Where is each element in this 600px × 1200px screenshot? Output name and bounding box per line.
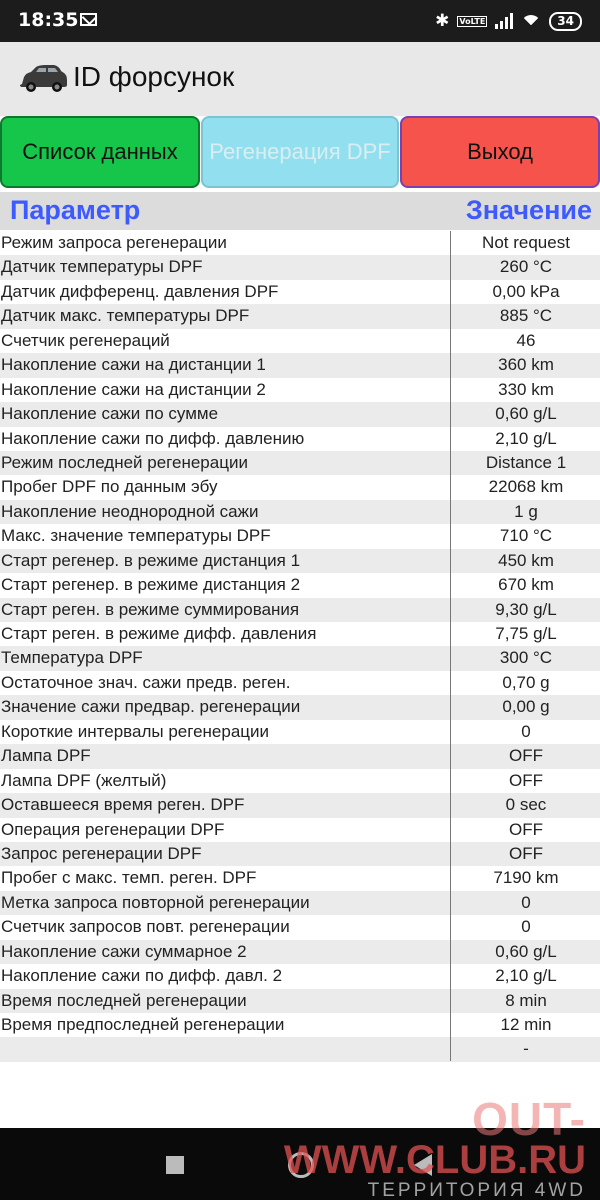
data-list-button[interactable]: Список данных bbox=[0, 116, 200, 188]
parameter-value: 0,00 kPa bbox=[492, 281, 560, 301]
parameter-value: 710 °C bbox=[499, 526, 553, 546]
table-row[interactable] bbox=[0, 1037, 600, 1061]
parameter-name: Режим последней регенерации bbox=[1, 452, 248, 472]
parameter-name: Остаточное знач. сажи предв. реген. bbox=[1, 672, 291, 692]
parameter-name: Счетчик запросов повт. регенерации bbox=[1, 917, 290, 937]
parameter-value: 670 km bbox=[498, 575, 554, 595]
app-bar bbox=[0, 42, 600, 116]
mail-icon bbox=[80, 13, 97, 26]
table-row[interactable] bbox=[0, 573, 600, 597]
table-row[interactable] bbox=[0, 940, 600, 964]
table-row[interactable] bbox=[0, 353, 600, 377]
parameter-value: 885 °C bbox=[499, 306, 553, 326]
parameter-name: Время последней регенерации bbox=[1, 990, 247, 1010]
home-icon[interactable] bbox=[288, 1152, 314, 1178]
back-icon[interactable] bbox=[414, 1154, 432, 1176]
table-header bbox=[0, 192, 600, 230]
parameter-value: 7190 km bbox=[493, 868, 559, 888]
table-row[interactable] bbox=[0, 622, 600, 646]
parameter-value: 260 °C bbox=[499, 257, 553, 277]
table-row[interactable] bbox=[0, 378, 600, 402]
recent-apps-icon[interactable] bbox=[166, 1156, 184, 1174]
parameter-name: Значение сажи предвар. регенерации bbox=[1, 697, 301, 717]
parameter-name: Датчик дифференц. давления DPF bbox=[1, 281, 279, 301]
table-row[interactable] bbox=[0, 280, 600, 304]
watermark-line-3: ТЕРРИТОРИЯ 4WD bbox=[367, 1180, 586, 1200]
status-icons bbox=[435, 9, 582, 33]
parameter-value: 0,60 g/L bbox=[495, 404, 557, 424]
parameter-value: Distance 1 bbox=[485, 452, 567, 472]
parameter-value: 0,70 g bbox=[502, 672, 550, 692]
table-row[interactable] bbox=[0, 793, 600, 817]
parameter-value: OFF bbox=[509, 819, 543, 839]
parameter-name: Пробег DPF по данным эбу bbox=[1, 477, 218, 497]
status-time: 18:35 bbox=[18, 9, 79, 31]
table-row[interactable] bbox=[0, 451, 600, 475]
parameter-value: 0 bbox=[521, 892, 531, 912]
parameter-value: 7,75 g/L bbox=[495, 624, 557, 643]
parameter-value: 0 sec bbox=[505, 795, 547, 815]
table-row[interactable] bbox=[0, 500, 600, 524]
parameter-value: 8 min bbox=[505, 990, 547, 1010]
parameter-name: Время предпоследней регенерации bbox=[1, 1015, 285, 1034]
status-bar bbox=[0, 0, 600, 42]
parameter-value: OFF bbox=[509, 770, 543, 790]
parameter-name: Накопление сажи на дистанции 2 bbox=[1, 379, 266, 399]
parameter-name: Накопление сажи по сумме bbox=[1, 404, 219, 424]
dpf-regeneration-button[interactable]: Регенерация DPF bbox=[201, 116, 399, 188]
parameter-value: 2,10 g/L bbox=[495, 428, 557, 448]
parameter-name: Старт реген. в режиме дифф. давления bbox=[1, 624, 317, 643]
wifi-icon bbox=[521, 13, 541, 29]
parameter-name: Накопление неоднородной сажи bbox=[1, 501, 259, 521]
parameter-name: Лампа DPF (желтый) bbox=[1, 770, 167, 790]
table-row[interactable] bbox=[0, 524, 600, 548]
exit-button[interactable]: Выход bbox=[400, 116, 600, 188]
table-row[interactable] bbox=[0, 989, 600, 1013]
table-row[interactable] bbox=[0, 744, 600, 768]
table-row[interactable] bbox=[0, 842, 600, 866]
parameter-name: Накопление сажи по дифф. давл. 2 bbox=[1, 966, 283, 986]
table-row[interactable] bbox=[0, 549, 600, 573]
parameter-value: - bbox=[523, 1039, 529, 1059]
parameter-name: Старт регенер. в режиме дистанция 1 bbox=[1, 550, 301, 570]
table-row[interactable] bbox=[0, 304, 600, 328]
volte-icon: VoLTE bbox=[459, 16, 486, 26]
parameter-name: Накопление сажи по дифф. давлению bbox=[1, 428, 305, 448]
parameter-name: Счетчик регенераций bbox=[1, 330, 170, 350]
parameter-value: Not request bbox=[482, 233, 570, 252]
empty-area bbox=[0, 1070, 600, 1128]
watermark-line-2: WWW.CLUB.RU bbox=[283, 1138, 586, 1182]
parameter-name: Датчик температуры DPF bbox=[1, 257, 203, 277]
parameter-name: Датчик макс. температуры DPF bbox=[1, 306, 250, 326]
parameter-value: OFF bbox=[509, 843, 543, 863]
parameter-value: 0,00 g bbox=[502, 697, 550, 717]
table-row[interactable] bbox=[0, 646, 600, 670]
column-header-parameter: Параметр bbox=[10, 195, 141, 225]
parameter-value: 12 min bbox=[500, 1015, 552, 1034]
table-row[interactable] bbox=[0, 598, 600, 622]
parameter-value: 450 km bbox=[498, 550, 554, 570]
table-row[interactable] bbox=[0, 671, 600, 695]
table-row[interactable] bbox=[0, 866, 600, 890]
table-row[interactable] bbox=[0, 402, 600, 426]
navigation-bar bbox=[0, 1128, 600, 1200]
page-title: ID форсунок bbox=[73, 61, 235, 92]
signal-icon bbox=[495, 13, 513, 29]
parameter-name: Старт реген. в режиме суммирования bbox=[1, 599, 300, 619]
battery-icon: 34 bbox=[549, 12, 582, 31]
table-row[interactable] bbox=[0, 427, 600, 451]
table-row[interactable] bbox=[0, 1013, 600, 1037]
table-row[interactable] bbox=[0, 255, 600, 279]
parameter-name: Пробег с макс. темп. реген. DPF bbox=[1, 868, 257, 888]
parameter-name: Макс. значение температуры DPF bbox=[1, 526, 271, 546]
parameter-value: 360 km bbox=[498, 355, 554, 375]
parameter-value: 0,60 g/L bbox=[495, 941, 557, 961]
table-row[interactable] bbox=[0, 695, 600, 719]
parameter-value: 1 g bbox=[514, 501, 538, 521]
parameter-value: 22068 km bbox=[488, 477, 564, 497]
table-row[interactable] bbox=[0, 329, 600, 353]
parameter-value: 9,30 g/L bbox=[495, 599, 557, 619]
parameter-table[interactable] bbox=[0, 231, 600, 1062]
parameter-name: Накопление сажи на дистанции 1 bbox=[1, 355, 266, 375]
column-header-value: Значение bbox=[465, 195, 592, 225]
parameter-name: Старт регенер. в режиме дистанция 2 bbox=[1, 575, 301, 595]
table-row[interactable] bbox=[0, 915, 600, 939]
parameter-value: 0 bbox=[521, 721, 531, 741]
parameter-name: Температура DPF bbox=[1, 648, 143, 668]
parameter-value: 2,10 g/L bbox=[495, 966, 557, 986]
table-row[interactable] bbox=[0, 231, 600, 255]
parameter-value: 46 bbox=[516, 330, 536, 350]
column-divider bbox=[450, 231, 451, 1061]
parameter-name: Режим запроса регенерации bbox=[1, 233, 227, 252]
parameter-name: Запрос регенерации DPF bbox=[1, 843, 202, 863]
bluetooth-icon: ✱ bbox=[435, 11, 450, 31]
table-row[interactable] bbox=[0, 818, 600, 842]
parameter-value: 0 bbox=[521, 917, 531, 937]
parameter-name: Операция регенерации DPF bbox=[1, 819, 225, 839]
parameter-name: Метка запроса повторной регенерации bbox=[1, 892, 310, 912]
parameter-name: Лампа DPF bbox=[1, 746, 91, 766]
parameter-value: 330 km bbox=[498, 379, 554, 399]
parameter-value: OFF bbox=[509, 746, 543, 766]
parameter-name: Короткие интервалы регенерации bbox=[1, 721, 270, 741]
table-row[interactable] bbox=[0, 475, 600, 499]
car-icon bbox=[18, 64, 68, 94]
parameter-value: 300 °C bbox=[499, 648, 553, 668]
table-row[interactable] bbox=[0, 769, 600, 793]
watermark-line-1: OUT- bbox=[472, 1093, 586, 1145]
parameter-name: Оставшееся время реген. DPF bbox=[1, 795, 245, 815]
table-row[interactable] bbox=[0, 964, 600, 988]
parameter-name: Накопление сажи суммарное 2 bbox=[1, 941, 247, 961]
table-row[interactable] bbox=[0, 720, 600, 744]
table-row[interactable] bbox=[0, 891, 600, 915]
